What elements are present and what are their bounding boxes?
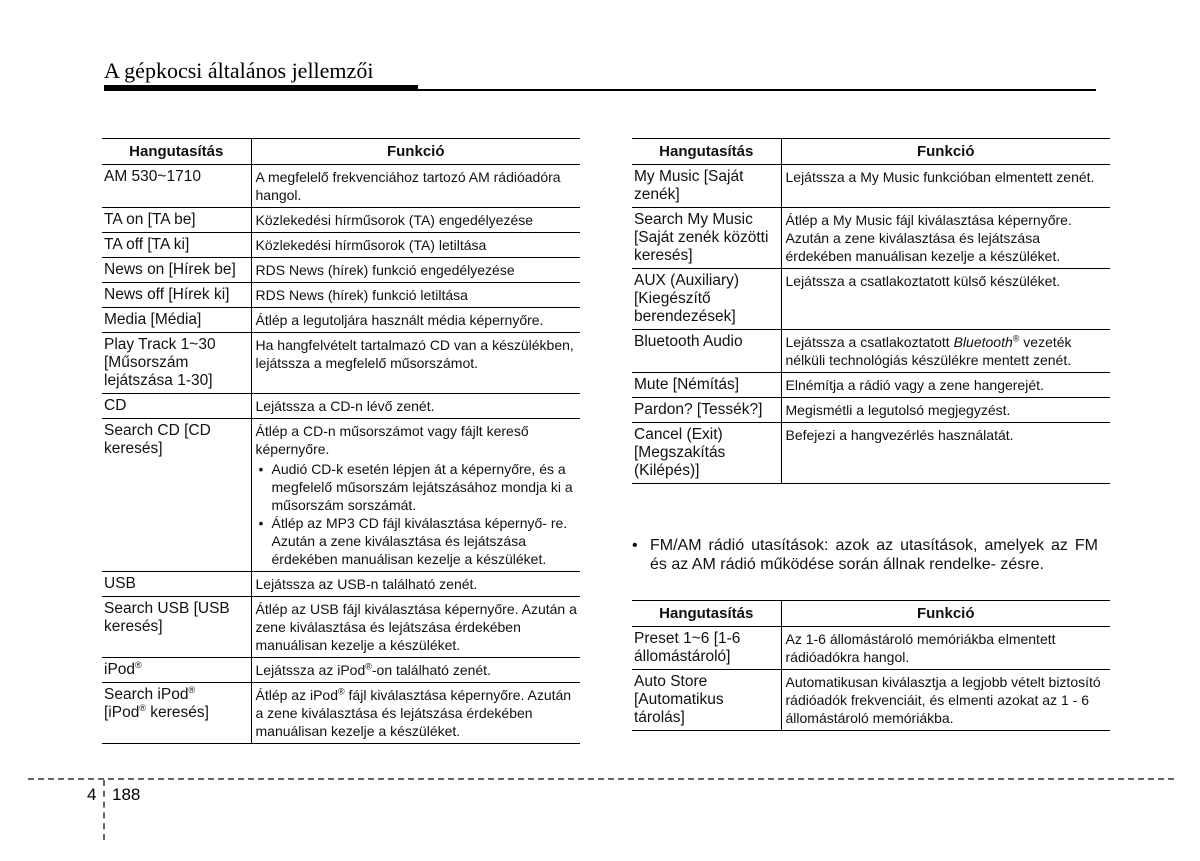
command-cell: Media [Média] xyxy=(102,308,251,333)
table-row xyxy=(632,208,1110,269)
command-cell: Search USB [USB keresés] xyxy=(102,597,251,658)
table-row xyxy=(632,330,1110,373)
header-rule xyxy=(418,89,1096,91)
header-bar xyxy=(104,85,418,91)
table-row xyxy=(102,208,580,233)
table-row xyxy=(632,373,1110,398)
table-row xyxy=(102,683,580,744)
registered-mark: ® xyxy=(188,684,196,695)
bluetooth-text: Bluetooth xyxy=(953,334,1013,350)
command-cell: Auto Store [Automatikus tárolás] xyxy=(632,670,781,731)
function-cell: Megismétli a legutolsó megjegyzést. xyxy=(781,398,1110,423)
table-row xyxy=(102,308,580,333)
registered-mark: ® xyxy=(338,686,345,697)
command-cell: AUX (Auxiliary) [Kiegészítő berendezések] xyxy=(632,269,781,330)
function-cell: Átlép a My Music fájl kiválasztása képernyőre. Azután a zene kiválasztása és lejátszása érdekében manuálisan kezelje a készüléket. xyxy=(781,208,1110,269)
function-cell: RDS News (hírek) funkció engedélyezése xyxy=(251,258,580,283)
column-header-command: Hangutasítás xyxy=(632,139,781,165)
table-row xyxy=(632,398,1110,423)
function-text: fájl kiválasztása képernyőre. Azután a zene kiválasztása és lejátszása érdekében manuálisan kezelje a készüléket. xyxy=(255,687,572,739)
function-cell: Automatikusan kiválasztja a legjobb vételt biztosító rádióadók frekvenciáit, és elmenti azokat az 1 - 6 állomástároló memóriákba. xyxy=(781,670,1110,731)
function-cell: Lejátssza az USB-n található zenét. xyxy=(251,572,580,597)
bullet-dot: • xyxy=(632,537,638,554)
page-number: 188 xyxy=(112,785,141,804)
table-row xyxy=(102,165,580,208)
command-cell: AM 530~1710 xyxy=(102,165,251,208)
chapter-number: 4 xyxy=(87,785,97,804)
function-cell: Elnémítja a rádió vagy a zene hangerejét. xyxy=(781,373,1110,398)
command-cell xyxy=(102,658,251,683)
note-text: FM/AM rádió utasítások: azok az utasítások, amelyek az FM és az AM rádió működése során állnak rendelke- zésre. xyxy=(650,537,1098,573)
table-row xyxy=(102,258,580,283)
function-cell: A megfelelő frekvenciához tartozó AM rádióadóra hangol. xyxy=(251,165,580,208)
footer-vertical-divider xyxy=(103,780,105,840)
command-cell: Search My Music [Saját zenék közötti keresés] xyxy=(632,208,781,269)
command-cell: My Music [Saját zenék] xyxy=(632,165,781,208)
table-row xyxy=(102,394,580,419)
function-text: Lejátssza az iPod xyxy=(255,662,366,678)
command-text: [iPod xyxy=(104,704,140,721)
command-cell xyxy=(102,683,251,744)
column-header-command: Hangutasítás xyxy=(102,139,251,165)
table-header-row xyxy=(632,139,1110,165)
command-text: keresés] xyxy=(145,704,209,721)
function-cell xyxy=(251,683,580,744)
command-cell: News off [Hírek ki] xyxy=(102,283,251,308)
voice-command-table-music xyxy=(632,138,1110,484)
table-row xyxy=(102,658,580,683)
table-row xyxy=(632,627,1110,670)
function-cell: Lejátssza a csatlakoztatott külső készüléket. xyxy=(781,269,1110,330)
function-cell xyxy=(251,419,580,572)
function-text: -on található zenét. xyxy=(371,662,491,678)
command-cell: News on [Hírek be] xyxy=(102,258,251,283)
command-cell: Play Track 1~30 [Műsorszám lejátszása 1-30] xyxy=(102,333,251,394)
bullet-item: • Audió CD-k esetén lépjen át a képernyőre, és a megfelelő műsorszám lejátszásához mondja ki a műsorszám sorszámát. xyxy=(256,460,578,514)
table-row xyxy=(102,283,580,308)
table-header-row xyxy=(632,601,1110,627)
function-cell: Átlép az USB fájl kiválasztása képernyőre. Azután a zene kiválasztása és lejátszása érdekében manuálisan kezelje a készüléket. xyxy=(251,597,580,658)
function-text: Lejátssza a csatlakoztatott xyxy=(785,334,954,350)
page-header xyxy=(104,58,1096,92)
table-row xyxy=(102,333,580,394)
table-row xyxy=(102,572,580,597)
command-cell: Preset 1~6 [1-6 állomástároló] xyxy=(632,627,781,670)
function-text: vezeték nélküli technológiás készülékre mentett zenét. xyxy=(785,334,1072,368)
bullet-list xyxy=(256,460,578,568)
function-cell: Közlekedési hírműsorok (TA) engedélyezése xyxy=(251,208,580,233)
command-text: Search iPod xyxy=(104,686,189,703)
command-cell: Search CD [CD keresés] xyxy=(102,419,251,572)
table-row xyxy=(102,597,580,658)
command-text: iPod xyxy=(104,661,136,678)
table-row xyxy=(102,419,580,572)
table-row xyxy=(632,165,1110,208)
table-row xyxy=(632,670,1110,731)
registered-mark: ® xyxy=(365,661,372,672)
function-cell xyxy=(781,330,1110,373)
command-cell: Pardon? [Tessék?] xyxy=(632,398,781,423)
function-text: Átlép a CD-n műsorszámot vagy fájlt kereső képernyőre. xyxy=(255,423,529,457)
command-cell: Mute [Némítás] xyxy=(632,373,781,398)
column-header-function: Funkció xyxy=(781,139,1110,165)
command-cell: Cancel (Exit) [Megszakítás (Kilépés)] xyxy=(632,423,781,484)
function-cell: Befejezi a hangvezérlés használatát. xyxy=(781,423,1110,484)
function-cell: Közlekedési hírműsorok (TA) letiltása xyxy=(251,233,580,258)
table-row xyxy=(632,269,1110,330)
table-row xyxy=(632,423,1110,484)
function-cell: Ha hangfelvételt tartalmazó CD van a készülékben, lejátssza a megfelelő műsorszámot. xyxy=(251,333,580,394)
fm-am-note xyxy=(632,536,1098,574)
registered-mark: ® xyxy=(1012,333,1020,344)
command-cell: Bluetooth Audio xyxy=(632,330,781,373)
column-header-function: Funkció xyxy=(781,601,1110,627)
registered-mark: ® xyxy=(139,702,146,713)
table-header-row xyxy=(102,139,580,165)
function-cell: Az 1-6 állomástároló memóriákba elmentett rádióadókra hangol. xyxy=(781,627,1110,670)
command-cell: TA off [TA ki] xyxy=(102,233,251,258)
function-cell: Átlép a legutoljára használt média képernyőre. xyxy=(251,308,580,333)
function-cell xyxy=(251,658,580,683)
command-cell: TA on [TA be] xyxy=(102,208,251,233)
page-title: A gépkocsi általános jellemzői xyxy=(104,58,374,83)
voice-command-table-media xyxy=(102,138,580,744)
voice-command-table-radio xyxy=(632,600,1110,731)
bullet-item: • Átlép az MP3 CD fájl kiválasztása képernyő- re. Azután a zene kiválasztása és lejátszása érdekében manuálisan kezelje a készüléket. xyxy=(256,514,578,568)
column-header-command: Hangutasítás xyxy=(632,601,781,627)
function-cell: RDS News (hírek) funkció letiltása xyxy=(251,283,580,308)
command-cell: USB xyxy=(102,572,251,597)
table-row xyxy=(102,233,580,258)
function-cell: Lejátssza a CD-n lévő zenét. xyxy=(251,394,580,419)
column-header-function: Funkció xyxy=(251,139,580,165)
registered-mark: ® xyxy=(135,659,142,670)
function-text: Átlép az iPod xyxy=(255,687,338,703)
function-cell: Lejátssza a My Music funkcióban elmentett zenét. xyxy=(781,165,1110,208)
footer-divider xyxy=(28,778,1174,780)
command-cell: CD xyxy=(102,394,251,419)
